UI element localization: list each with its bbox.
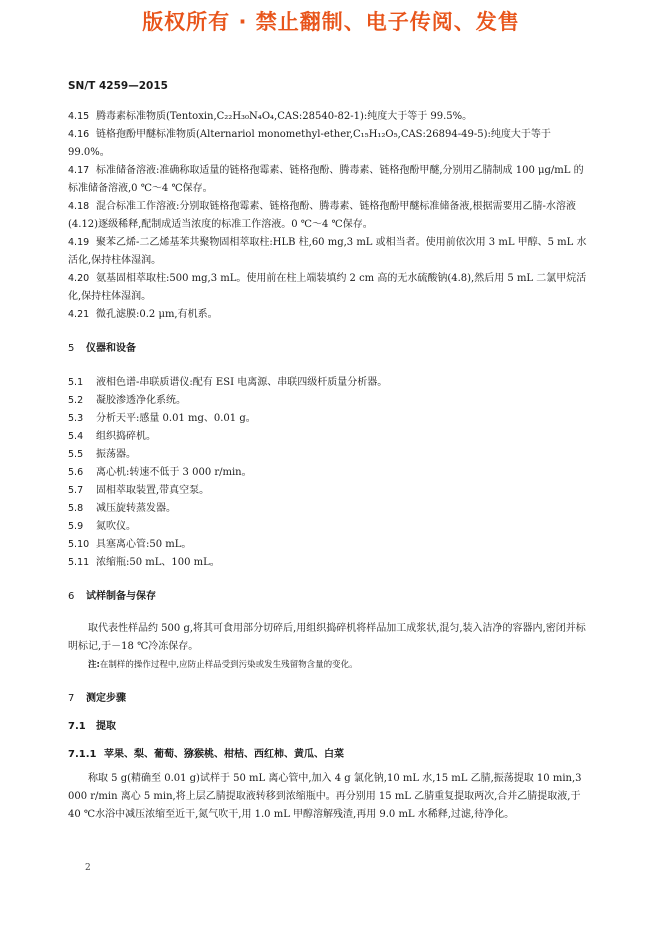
item-number: 4.21 <box>68 309 90 320</box>
list-item: 5.5 振荡器。 <box>68 449 136 460</box>
note-label: 注: <box>88 660 100 670</box>
list-item: 5.6 离心机:转速不低于 3 000 r/min。 <box>68 467 252 478</box>
section-heading: 6 试样制备与保存 <box>68 591 156 602</box>
reagents-list <box>68 108 592 324</box>
item-text: 微孔滤膜:0.2 μm,有机系。 <box>96 309 218 320</box>
item-text: 氨基固相萃取柱:500 mg,3 mL。使用前在柱上端装填约 2 cm 高的无水硫酸钠(4.8),然后用 5 mL 二氯甲烷活化,保持柱体湿润。 <box>68 273 587 302</box>
list-item <box>68 108 592 126</box>
list-item: 5.1 液相色谱-串联质谱仪:配有 ESI 电离源、串联四级杆质量分析器。 <box>68 377 388 388</box>
item-text: 链格孢酚甲醚标准物质(Alternariol monomethyl-ether,C₁₅H₁₂O₅,CAS:26894-49-5):纯度大于等于 99.0%。 <box>68 129 551 158</box>
list-item <box>68 126 592 162</box>
list-item <box>68 198 592 234</box>
section-heading: 5 仪器和设备 <box>68 343 136 354</box>
section-heading: 7 测定步骤 <box>68 693 126 704</box>
list-item: 5.10 具塞离心管:50 mL。 <box>68 539 192 550</box>
subsection-heading: 7.1 提取 <box>68 721 116 732</box>
document-body <box>68 108 592 824</box>
note-text: 在制样的操作过程中,应防止样品受到污染或发生残留物含量的变化。 <box>99 660 358 670</box>
item-number: 4.20 <box>68 273 90 284</box>
list-item: 5.9 氮吹仪。 <box>68 521 136 532</box>
list-item: 5.11 浓缩瓶:50 mL、100 mL。 <box>68 557 220 568</box>
item-number: 4.18 <box>68 201 90 212</box>
note <box>68 656 592 674</box>
item-number: 4.17 <box>68 165 90 176</box>
list-item: 5.4 组织捣碎机。 <box>68 431 156 442</box>
list-item: 5.3 分析天平:感量 0.01 mg、0.01 g。 <box>68 413 256 424</box>
item-text: 聚苯乙烯-二乙烯基苯共聚物固相萃取柱:HLB 柱,60 mg,3 mL 或相当者。使用前依次用 3 mL 甲醇、5 mL 水活化,保持柱体湿润。 <box>68 237 587 266</box>
list-item <box>68 234 592 270</box>
list-item: 5.7 固相萃取装置,带真空泵。 <box>68 485 210 496</box>
list-item: 5.2 凝胶渗透净化系统。 <box>68 395 186 406</box>
paragraph: 取代表性样品约 500 g,将其可食用部分切碎后,用组织捣碎机将样品加工成浆状,混匀,装入洁净的容器内,密闭并标明标记,于－18 ℃冷冻保存。 <box>68 623 586 652</box>
page-number: 2 <box>85 863 91 873</box>
equipment-list <box>68 374 592 572</box>
list-item: 5.8 减压旋转蒸发器。 <box>68 503 176 514</box>
list-item <box>68 162 592 198</box>
paragraph: 称取 5 g(精确至 0.01 g)试样于 50 mL 离心管中,加入 4 g 氯化钠,10 mL 水,15 mL 乙腈,振荡提取 10 min,3 000 r/min 离心 5 min,将上层乙腈提取液转移到浓缩瓶中。再分别用 15 mL 乙腈重复提取两次,合并乙腈提取液,于 40 ℃水浴中减压浓缩至近干,氮气吹干,用 1.0 mL 甲醇溶解残渣,再用 9.0 mL 水稀释,过滤,待净化。 <box>68 773 582 820</box>
item-text: 标准储备溶液:准确称取适量的链格孢霉素、链格孢酚、腾毒素、链格孢酚甲醚,分别用乙腈制成 100 μg/mL 的标准储备溶液,0 ℃～4 ℃保存。 <box>68 165 584 194</box>
copyright-banner: 版权所有 · 禁止翻制、电子传阅、发售 <box>142 10 520 34</box>
item-number: 4.16 <box>68 129 90 140</box>
subsection-heading: 7.1.1 苹果、梨、葡萄、猕猴桃、柑桔、西红柿、黄瓜、白菜 <box>68 749 344 760</box>
list-item <box>68 270 592 306</box>
item-number: 4.15 <box>68 111 90 122</box>
list-item <box>68 306 592 324</box>
standard-code: SN/T 4259—2015 <box>68 80 168 92</box>
item-text: 混合标准工作溶液:分别取链格孢霉素、链格孢酚、腾毒素、链格孢酚甲醚标准储备液,根据需要用乙腈-水溶液(4.12)逐级稀释,配制成适当浓度的标准工作溶液。0 ℃～4 ℃保存。 <box>68 201 576 230</box>
item-text: 腾毒素标准物质(Tentoxin,C₂₂H₃₀N₄O₄,CAS:28540-82-1):纯度大于等于 99.5%。 <box>96 111 473 122</box>
item-number: 4.19 <box>68 237 90 248</box>
